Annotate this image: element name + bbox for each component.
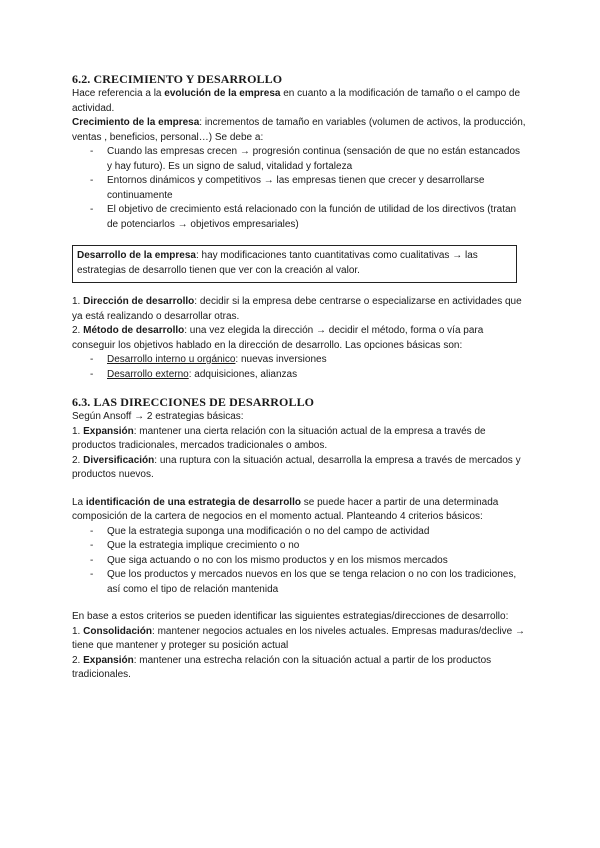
list-item — [107, 368, 527, 383]
section-title-direcciones: 6.3. LAS DIRECCIONES DE DESARROLLO — [72, 395, 315, 409]
list-item: - Cuando las empresas crecen → progresión continua (sensación de que no están estancados y hay futuro). Es un signo de salud, vitalidad y fortaleza — [107, 145, 527, 174]
metodo-item — [72, 324, 527, 353]
document-page — [72, 72, 527, 683]
crecimiento-text: : incrementos de tamaño en variables (volumen de activos, la producción, ventas , beneficios, personal…) Se debe a: — [72, 117, 526, 143]
consolidacion-text: : mantener negocios actuales en los niveles actuales. Empresas maduras/declive → tiene que mantener y proteger su posición actual — [72, 625, 525, 651]
consolidacion-item — [72, 625, 527, 654]
diversificacion-text: : una ruptura con la situación actual, desarrolla la empresa a través de mercados y productos nuevos. — [72, 454, 521, 480]
section-title-crecimiento: 6.2. CRECIMIENTO Y DESARROLLO — [72, 72, 283, 86]
identificacion-paragraph — [72, 496, 527, 525]
item-number: 1. — [72, 425, 84, 437]
expansion-item — [72, 425, 527, 454]
identificacion-term: identificación de una estrategia de desarrollo — [85, 496, 301, 508]
intro-paragraph — [72, 87, 527, 116]
desarrollo-definition — [77, 249, 512, 278]
list-item: - Que los productos y mercados nuevos en los que se tenga relacion o no con los tradiciones, así como el tipo de relación mantenida — [107, 568, 527, 597]
direccion-item — [72, 295, 527, 324]
criterios-list — [72, 525, 527, 598]
crecimiento-definition — [72, 116, 527, 145]
expansion-2-text: : mantener una estrecha relación con la situación actual a partir de los productos tradicionales. — [72, 654, 492, 680]
expansion-2-term: Expansión — [83, 654, 134, 666]
diversificacion-term: Diversificación — [83, 454, 155, 466]
expansion-text: : mantener una cierta relación con la situación actual de la empresa a través de productos tradicionales, mercados tradicionales o ambos. — [72, 425, 486, 451]
metodo-text: : una vez elegida la dirección → decidir el método, forma o vía para conseguir los objetivos hablado en la dirección de desarrollo. Las opciones básicas son: — [72, 325, 484, 351]
desarrollo-term: Desarrollo de la empresa — [77, 250, 196, 261]
item-number: 2. — [72, 325, 84, 336]
list-item: - Que siga actuando o no con los mismo productos y en los mismos mercados — [107, 554, 527, 569]
crecimiento-term: Crecimiento de la empresa — [72, 117, 200, 128]
opcion-interno-text: : nuevas inversiones — [235, 354, 327, 365]
crecimiento-list — [72, 145, 527, 232]
list-item: - El objetivo de crecimiento está relacionado con la función de utilidad de los directivos (tratan de potenciarlos → objetivos empresariales) — [107, 203, 527, 232]
desarrollo-box — [72, 245, 517, 283]
expansion-2-item — [72, 654, 527, 683]
item-number: 2. — [72, 454, 84, 466]
opcion-interno-term: Desarrollo interno u orgánico — [107, 354, 236, 365]
opcion-externo-term: Desarrollo externo — [107, 368, 189, 380]
item-number: 1. — [72, 625, 84, 637]
base-paragraph: En base a estos criterios se pueden identificar las siguientes estrategias/direcciones de desarrollo: — [72, 611, 509, 622]
list-item — [107, 353, 527, 368]
identificacion-text-c: se puede hacer a partir de una determinada composición de la cartera de negocios en el momento actual. Planteando 4 criterios básicos: — [72, 496, 499, 522]
direccion-term: Dirección de desarrollo — [83, 296, 195, 307]
opciones-list — [72, 353, 527, 382]
desarrollo-text: : hay modificaciones tanto cuantitativas como cualitativas → las estrategias de desarrollo tienen que ver con la creación al valor. — [77, 250, 478, 276]
intro-text-c: en cuanto a la modificación de tamaño o el campo de actividad. — [72, 88, 521, 114]
consolidacion-term: Consolidación — [83, 625, 153, 637]
diversificacion-item — [72, 454, 527, 483]
intro-term: evolución de la empresa — [164, 88, 281, 99]
identificacion-text-a: La — [72, 496, 86, 508]
item-number: 2. — [72, 654, 84, 666]
expansion-term: Expansión — [83, 425, 134, 437]
intro-text-a: Hace referencia a la — [72, 88, 165, 99]
opcion-externo-text: : adquisiciones, alianzas — [188, 368, 298, 380]
ansoff-line: Según Ansoff → 2 estrategias básicas: — [72, 411, 244, 422]
list-item: - Que la estrategia implique crecimiento o no — [107, 539, 527, 554]
item-number: 1. — [72, 296, 84, 307]
list-item: - Que la estrategia suponga una modificación o no del campo de actividad — [107, 525, 527, 540]
list-item: - Entornos dinámicos y competitivos → las empresas tienen que crecer y desarrollarse continuamente — [107, 174, 527, 203]
metodo-term: Método de desarrollo — [83, 325, 185, 336]
direccion-text: : decidir si la empresa debe centrarse o especializarse en actividades que ya está realizando o desarrollar otras. — [72, 296, 522, 322]
